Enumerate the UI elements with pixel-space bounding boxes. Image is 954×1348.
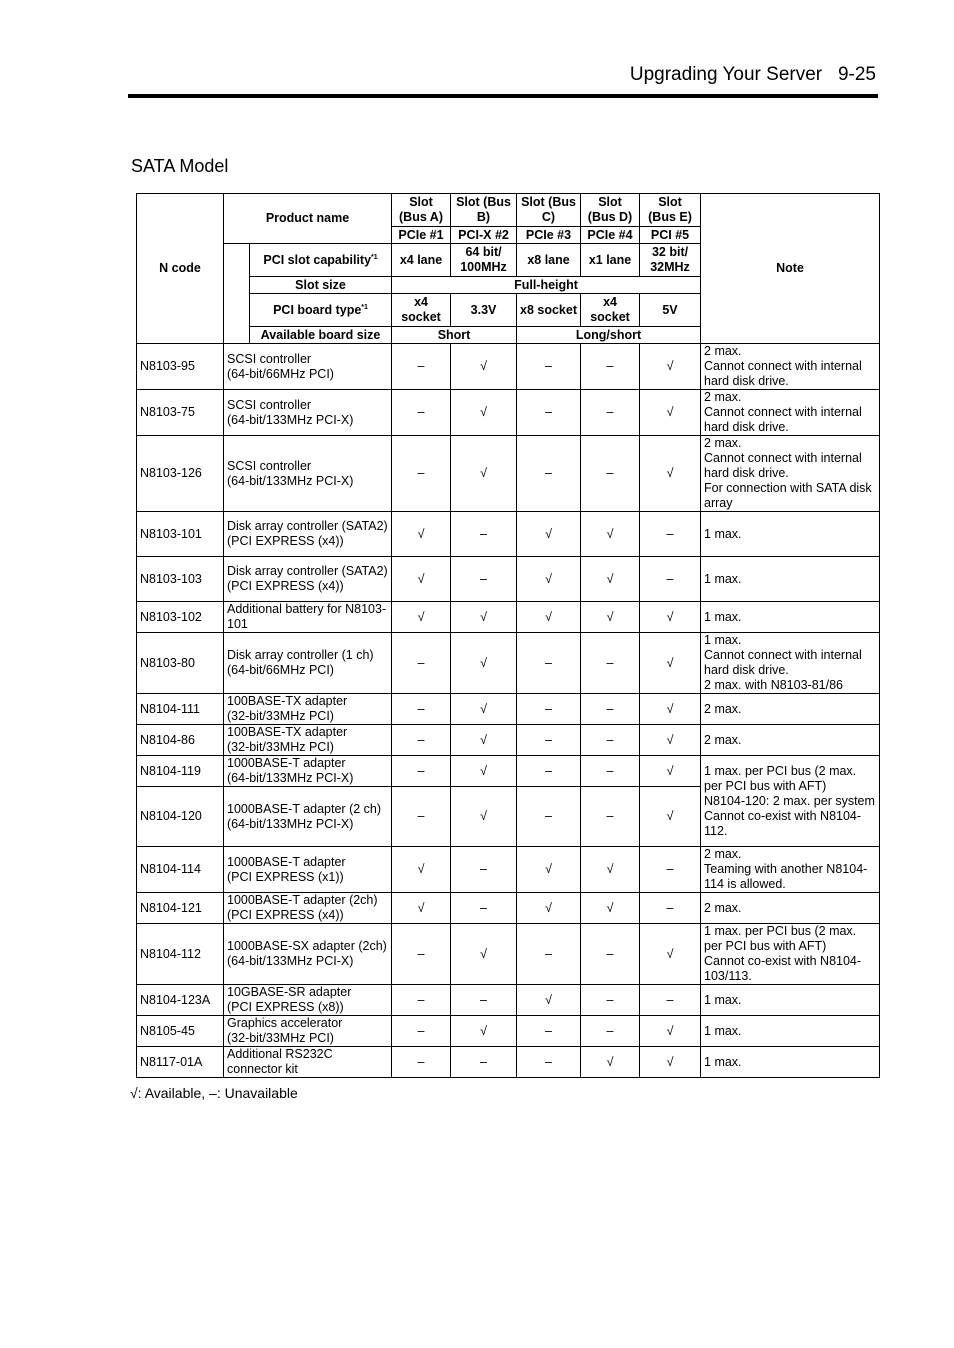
ncode-cell: N8103-103 (137, 557, 224, 602)
slot-availability-cell: √ (451, 436, 517, 512)
ncode-cell: N8103-101 (137, 512, 224, 557)
ncode-cell: N8104-119 (137, 756, 224, 787)
board-size-label: Available board size (250, 327, 392, 344)
product-name-cell: SCSI controller (64-bit/66MHz PCI) (224, 344, 392, 390)
slot-capability: x4 lane (392, 244, 451, 277)
table-body (137, 344, 880, 1078)
table-row (137, 344, 880, 390)
note-cell: 1 max. (701, 985, 880, 1016)
product-name-cell: 1000BASE-T adapter (PCI EXPRESS (x1)) (224, 847, 392, 893)
table-row (137, 694, 880, 725)
ncode-cell: N8103-80 (137, 633, 224, 694)
slot-availability-cell: √ (517, 557, 581, 602)
slot-availability-cell: √ (640, 344, 701, 390)
slot-availability-cell: √ (451, 924, 517, 985)
product-name-cell: 10GBASE-SR adapter (PCI EXPRESS (x8)) (224, 985, 392, 1016)
header-indent (224, 294, 250, 327)
product-name-cell: 100BASE-TX adapter (32-bit/33MHz PCI) (224, 725, 392, 756)
product-name-cell: 100BASE-TX adapter (32-bit/33MHz PCI) (224, 694, 392, 725)
slot-availability-cell: – (517, 924, 581, 985)
note-cell: 2 max. (701, 893, 880, 924)
slot-availability-cell: √ (640, 602, 701, 633)
slot-availability-cell: √ (517, 893, 581, 924)
slot-availability-cell: – (581, 985, 640, 1016)
note-cell: 1 max. (701, 1016, 880, 1047)
board-type: x4 socket (392, 294, 451, 327)
table-row (137, 633, 880, 694)
slot-availability-cell: √ (392, 557, 451, 602)
slot-availability-cell: – (451, 512, 517, 557)
table-row (137, 847, 880, 893)
slot-availability-cell: – (640, 557, 701, 602)
slot-id: PCIe #4 (581, 227, 640, 244)
table-row (137, 725, 880, 756)
slot-availability-cell: – (451, 985, 517, 1016)
slot-availability-cell: √ (581, 512, 640, 557)
note-cell: 2 max. (701, 694, 880, 725)
slot-availability-cell: – (640, 847, 701, 893)
slot-availability-cell: – (392, 1047, 451, 1078)
slot-availability-cell: – (451, 893, 517, 924)
note-cell: 1 max. (701, 557, 880, 602)
product-name-cell: Disk array controller (SATA2) (PCI EXPRESS (x4)) (224, 557, 392, 602)
slot-availability-cell: – (640, 985, 701, 1016)
slot-availability-cell: √ (581, 557, 640, 602)
board-type: 5V (640, 294, 701, 327)
slot-availability-cell: – (581, 924, 640, 985)
slot-availability-cell: – (392, 694, 451, 725)
slot-size-label: Slot size (250, 277, 392, 294)
product-name-cell: Additional RS232C connector kit (224, 1047, 392, 1078)
slot-availability-cell: – (581, 436, 640, 512)
slot-availability-cell: √ (581, 1047, 640, 1078)
header-indent (224, 277, 250, 294)
slot-availability-cell: – (392, 436, 451, 512)
slot-availability-cell: √ (451, 602, 517, 633)
ncode-cell: N8103-75 (137, 390, 224, 436)
slot-availability-cell: – (517, 1047, 581, 1078)
slot-availability-cell: √ (640, 1047, 701, 1078)
product-name-cell: Disk array controller (1 ch) (64-bit/66MHz PCI) (224, 633, 392, 694)
slot-availability-cell: – (581, 694, 640, 725)
slot-availability-cell: – (581, 787, 640, 847)
slot-availability-cell: – (581, 756, 640, 787)
slot-availability-cell: – (640, 893, 701, 924)
table-row (137, 1047, 880, 1078)
page-number: 9-25 (837, 64, 876, 85)
note-cell: 1 max. per PCI bus (2 max. per PCI bus with AFT) N8104-120: 2 max. per system Cannot co-exist with N8104-112. (701, 756, 880, 847)
slot-availability-cell: – (517, 725, 581, 756)
slot-availability-cell: √ (517, 512, 581, 557)
product-name-cell: SCSI controller (64-bit/133MHz PCI-X) (224, 436, 392, 512)
slot-availability-cell: √ (640, 633, 701, 694)
slot-availability-cell: – (517, 1016, 581, 1047)
product-name-cell: 1000BASE-SX adapter (2ch) (64-bit/133MHz PCI-X) (224, 924, 392, 985)
product-name-cell: Graphics accelerator (32-bit/33MHz PCI) (224, 1016, 392, 1047)
slot-capability: 64 bit/ 100MHz (451, 244, 517, 277)
table-row (137, 390, 880, 436)
slot-availability-cell: √ (451, 344, 517, 390)
slot-availability-cell: √ (451, 787, 517, 847)
ncode-cell: N8104-111 (137, 694, 224, 725)
slot-availability-cell: – (581, 390, 640, 436)
slot-availability-cell: √ (640, 1016, 701, 1047)
slot-header: Slot (Bus B) (451, 194, 517, 227)
slot-compatibility-table (136, 193, 880, 1078)
note-cell: 2 max. Teaming with another N8104-114 is allowed. (701, 847, 880, 893)
slot-availability-cell: – (392, 344, 451, 390)
board-type: x8 socket (517, 294, 581, 327)
board-size-long: Long/short (517, 327, 701, 344)
slot-header: Slot (Bus E) (640, 194, 701, 227)
slot-availability-cell: – (517, 787, 581, 847)
chapter-title: Upgrading Your Server (629, 64, 823, 85)
slot-availability-cell: √ (451, 1016, 517, 1047)
slot-availability-cell: √ (517, 602, 581, 633)
slot-availability-cell: – (581, 725, 640, 756)
table-row (137, 557, 880, 602)
table-row (137, 985, 880, 1016)
slot-id: PCI-X #2 (451, 227, 517, 244)
slot-id: PCIe #1 (392, 227, 451, 244)
note-header: Note (701, 194, 880, 344)
table-row (137, 1016, 880, 1047)
slot-availability-cell: √ (640, 436, 701, 512)
slot-availability-cell: √ (517, 847, 581, 893)
section-title: SATA Model (131, 156, 229, 176)
page-header (630, 64, 876, 86)
slot-availability-cell: √ (392, 893, 451, 924)
ncode-cell: N8104-120 (137, 787, 224, 847)
ncode-cell: N8103-95 (137, 344, 224, 390)
slot-availability-cell: – (581, 344, 640, 390)
slot-id: PCI #5 (640, 227, 701, 244)
slot-availability-cell: – (581, 633, 640, 694)
ncode-header: N code (137, 194, 224, 344)
slot-size-value: Full-height (392, 277, 701, 294)
slot-header: Slot (Bus A) (392, 194, 451, 227)
note-cell: 1 max. per PCI bus (2 max. per PCI bus with AFT) Cannot co-exist with N8104-103/113. (701, 924, 880, 985)
header-indent (224, 327, 250, 344)
product-name-header: Product name (224, 194, 392, 244)
board-type: 3.3V (451, 294, 517, 327)
board-size-short: Short (392, 327, 517, 344)
slot-availability-cell: √ (517, 985, 581, 1016)
slot-availability-cell: √ (392, 512, 451, 557)
legend: √: Available, –: Unavailable (130, 1085, 298, 1101)
product-name-cell: 1000BASE-T adapter (2ch) (PCI EXPRESS (x4)) (224, 893, 392, 924)
slot-availability-cell: – (517, 436, 581, 512)
slot-capability: x8 lane (517, 244, 581, 277)
slot-availability-cell: – (392, 390, 451, 436)
header-indent (224, 244, 250, 277)
slot-availability-cell: √ (581, 847, 640, 893)
slot-availability-cell: – (392, 1016, 451, 1047)
header-rule (128, 94, 878, 98)
table-row (137, 602, 880, 633)
slot-availability-cell: – (451, 1047, 517, 1078)
ncode-cell: N8117-01A (137, 1047, 224, 1078)
note-cell: 2 max. Cannot connect with internal hard disk drive. (701, 344, 880, 390)
note-cell: 1 max. (701, 1047, 880, 1078)
board-type-label: PCI board type$^{*1}$ (250, 294, 392, 327)
ncode-cell: N8104-121 (137, 893, 224, 924)
slot-availability-cell: √ (640, 725, 701, 756)
slot-availability-cell: – (392, 787, 451, 847)
slot-availability-cell: – (392, 725, 451, 756)
pci-capability-label: PCI slot capability$^{*1}$ (250, 244, 392, 277)
slot-availability-cell: √ (640, 390, 701, 436)
slot-capability: 32 bit/ 32MHz (640, 244, 701, 277)
product-name-cell: 1000BASE-T adapter (2 ch) (64-bit/133MHz PCI-X) (224, 787, 392, 847)
ncode-cell: N8104-112 (137, 924, 224, 985)
slot-availability-cell: – (517, 756, 581, 787)
slot-availability-cell: √ (451, 633, 517, 694)
slot-availability-cell: – (640, 512, 701, 557)
slot-availability-cell: – (392, 985, 451, 1016)
slot-availability-cell: √ (451, 756, 517, 787)
product-name-cell: 1000BASE-T adapter (64-bit/133MHz PCI-X) (224, 756, 392, 787)
note-cell: 2 max. (701, 725, 880, 756)
note-cell: 1 max. (701, 512, 880, 557)
slot-availability-cell: √ (451, 390, 517, 436)
slot-availability-cell: √ (451, 725, 517, 756)
slot-availability-cell: – (517, 694, 581, 725)
slot-availability-cell: – (517, 633, 581, 694)
product-name-cell: Additional battery for N8103-101 (224, 602, 392, 633)
table-row (137, 924, 880, 985)
ncode-cell: N8103-126 (137, 436, 224, 512)
ncode-cell: N8104-114 (137, 847, 224, 893)
slot-availability-cell: √ (640, 787, 701, 847)
slot-availability-cell: √ (640, 924, 701, 985)
slot-availability-cell: √ (581, 893, 640, 924)
slot-availability-cell: √ (392, 847, 451, 893)
note-cell: 1 max. Cannot connect with internal hard disk drive. 2 max. with N8103-81/86 (701, 633, 880, 694)
board-type: x4 socket (581, 294, 640, 327)
slot-availability-cell: – (451, 557, 517, 602)
ncode-cell: N8104-123A (137, 985, 224, 1016)
ncode-cell: N8104-86 (137, 725, 224, 756)
slot-header: Slot (Bus D) (581, 194, 640, 227)
slot-availability-cell: – (392, 924, 451, 985)
slot-availability-cell: – (581, 1016, 640, 1047)
slot-availability-cell: √ (640, 756, 701, 787)
table-row (137, 436, 880, 512)
product-name-cell: SCSI controller (64-bit/133MHz PCI-X) (224, 390, 392, 436)
table-row (137, 512, 880, 557)
slot-availability-cell: – (392, 633, 451, 694)
ncode-cell: N8105-45 (137, 1016, 224, 1047)
product-name-cell: Disk array controller (SATA2) (PCI EXPRESS (x4)) (224, 512, 392, 557)
slot-header: Slot (Bus C) (517, 194, 581, 227)
table-row (137, 893, 880, 924)
slot-availability-cell: √ (581, 602, 640, 633)
table-row (137, 756, 880, 787)
note-cell: 2 max. Cannot connect with internal hard disk drive. For connection with SATA disk array (701, 436, 880, 512)
slot-id: PCIe #3 (517, 227, 581, 244)
note-cell: 2 max. Cannot connect with internal hard disk drive. (701, 390, 880, 436)
slot-availability-cell: – (517, 390, 581, 436)
slot-capability: x1 lane (581, 244, 640, 277)
slot-availability-cell: √ (451, 694, 517, 725)
slot-availability-cell: – (451, 847, 517, 893)
slot-availability-cell: √ (640, 694, 701, 725)
ncode-cell: N8103-102 (137, 602, 224, 633)
slot-availability-cell: – (392, 756, 451, 787)
note-cell: 1 max. (701, 602, 880, 633)
slot-availability-cell: – (517, 344, 581, 390)
slot-availability-cell: √ (392, 602, 451, 633)
